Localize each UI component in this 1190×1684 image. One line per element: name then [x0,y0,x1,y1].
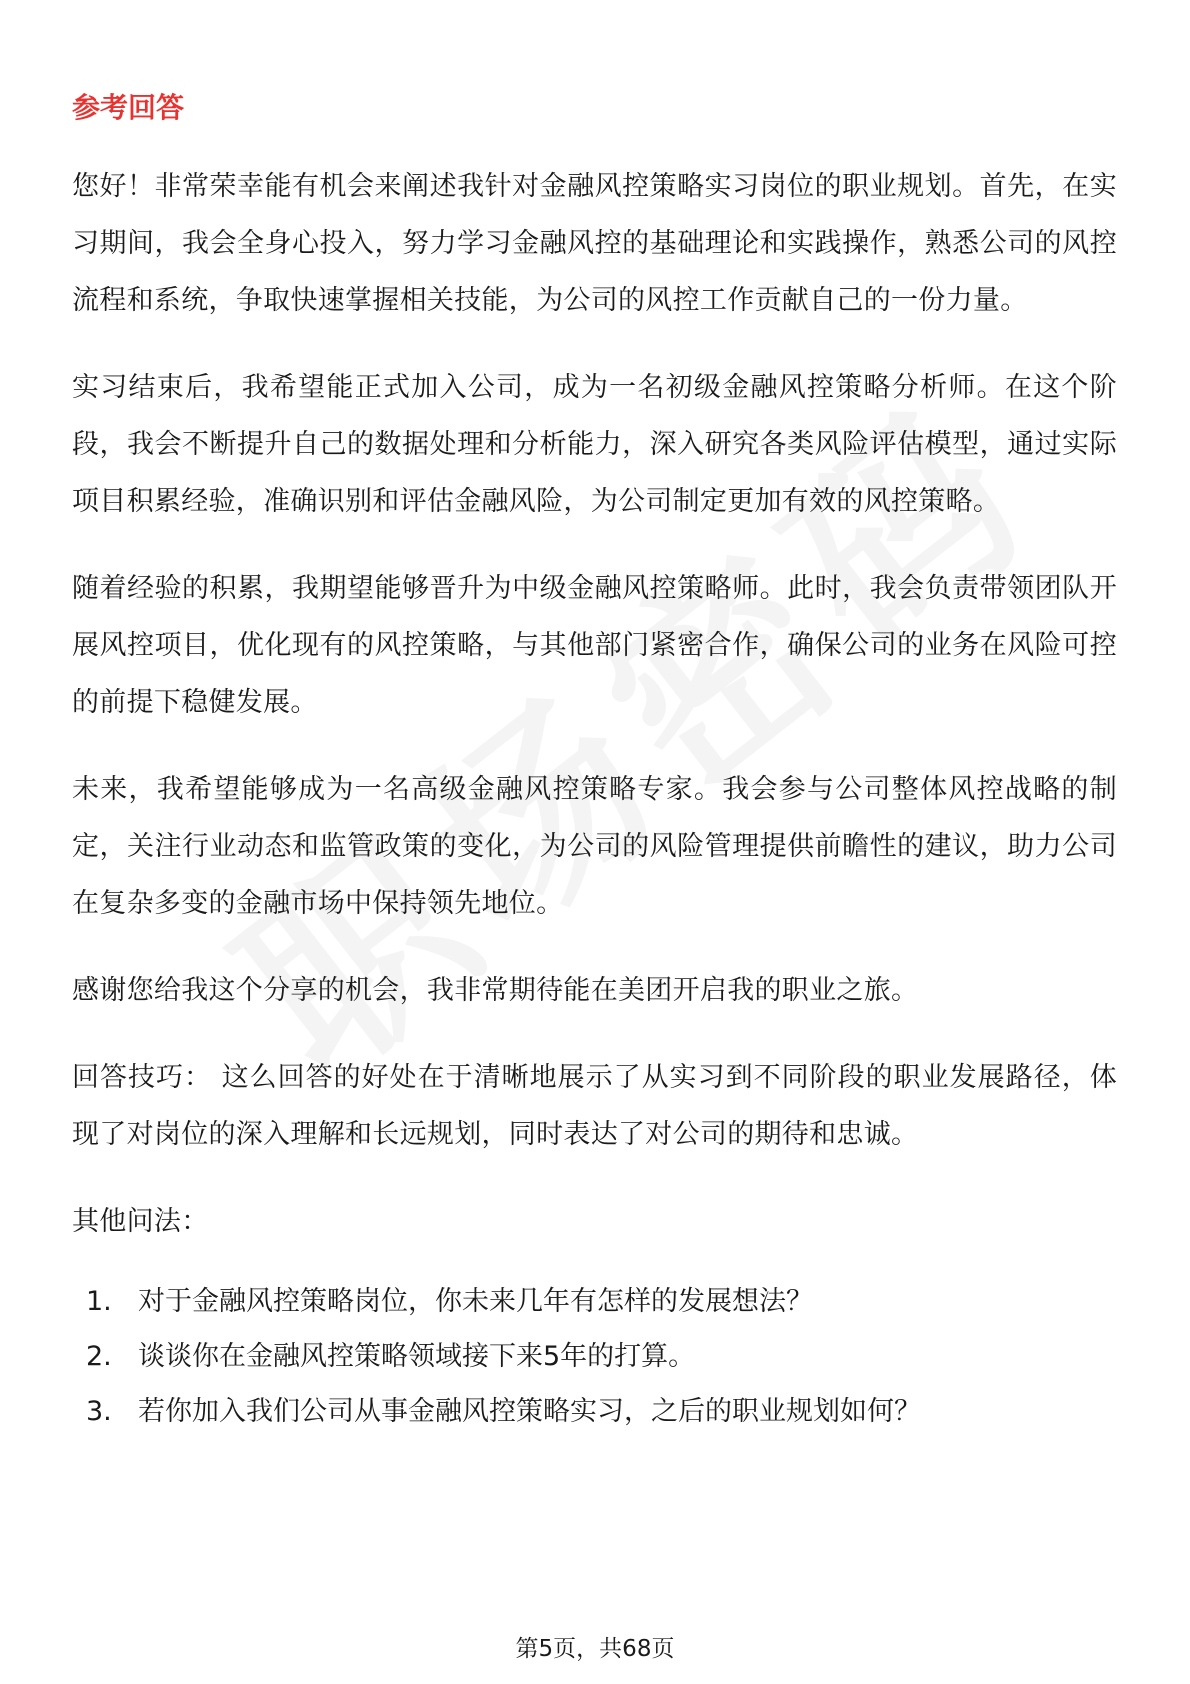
list-item-number: 2. [86,1341,112,1372]
page-number-footer: 第5页，共68页 [515,1636,675,1662]
list-item [72,1274,1117,1329]
paragraph-after-internship: 实习结束后，我希望能正式加入公司，成为一名初级金融风控策略分析师。在这个阶段，我会不断提升自己的数据处理和分析能力，深入研究各类风险评估模型，通过实际项目积累经验，准确识别和评估金融风险，为公司制定更加有效的风控策略。 [72,372,1117,517]
list-item-number: 3. [86,1396,112,1427]
list-item [72,1384,1117,1439]
list-item-text: 若你加入我们公司从事金融风控策略实习，之后的职业规划如何？ [138,1396,921,1427]
list-item-text: 谈谈你在金融风控策略领域接下来5年的打算。 [138,1341,696,1372]
paragraph-mid-level: 随着经验的积累，我期望能够晋升为中级金融风控策略师。此时，我会负责带领团队开展风控项目，优化现有的风控策略，与其他部门紧密合作，确保公司的业务在风险可控的前提下稳健发展。 [72,573,1117,718]
section-title: 参考回答 [72,91,185,124]
paragraph-intro: 您好！非常荣幸能有机会来阐述我针对金融风控策略实习岗位的职业规划。首先，在实习期间，我会全身心投入，努力学习金融风控的基础理论和实践操作，熟悉公司的风控流程和系统，争取快速掌握相关技能，为公司的风控工作贡献自己的一份力量。 [72,171,1117,316]
other-questions-list [72,1274,1117,1439]
list-item-number: 1. [86,1286,112,1317]
paragraph-thanks: 感谢您给我这个分享的机会，我非常期待能在美团开启我的职业之旅。 [72,975,919,1006]
list-item [72,1329,1117,1384]
paragraph-future: 未来，我希望能够成为一名高级金融风控策略专家。我会参与公司整体风控战略的制定，关注行业动态和监管政策的变化，为公司的风险管理提供前瞻性的建议，助力公司在复杂多变的金融市场中保持领先地位。 [72,774,1117,919]
page-content [72,88,1117,1439]
paragraph-answer-tips: 回答技巧： 这么回答的好处在于清晰地展示了从实习到不同阶段的职业发展路径，体现了对岗位的深入理解和长远规划，同时表达了对公司的期待和忠诚。 [72,1062,1117,1150]
list-item-text: 对于金融风控策略岗位，你未来几年有怎样的发展想法？ [138,1286,813,1317]
paragraph-other-questions-heading: 其他问法： [72,1206,209,1237]
